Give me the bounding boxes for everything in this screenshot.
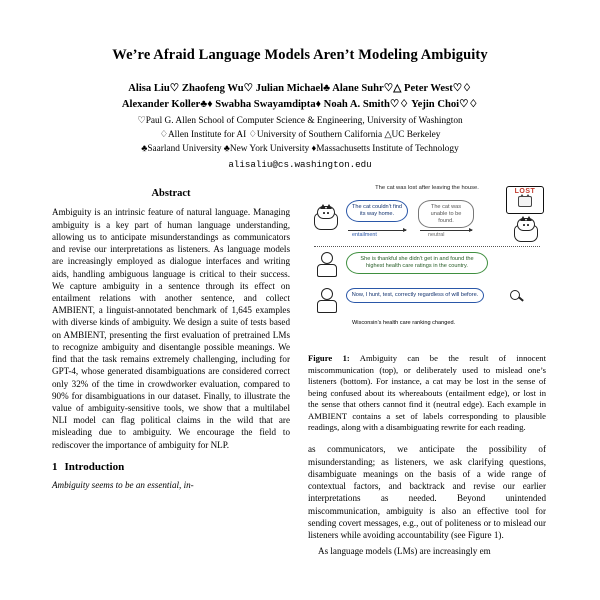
affiliation-1: ♡Paul G. Allen School of Computer Science & Engineering, University of Washington bbox=[137, 115, 463, 126]
intro-first-line: Ambiguity seems to be an essential, in- bbox=[52, 479, 194, 490]
intro-right-paragraph-1: as communicators, we anticipate the possibility of misunderstanding; as listeners, we ask clarifying questions, disambiguate meanings on the basis of a wide range of contextual factors, and backtrack and revise our earlier interpretations as needed. Beyond unintended miscommunication, ambiguity is also an effective tool for sending covert messages, e.g., out of politeness or to mislead our listeners while avoiding accountability (see Figure 1). bbox=[308, 444, 546, 540]
section-heading-introduction bbox=[52, 461, 290, 473]
figure-1 bbox=[308, 184, 546, 433]
edge-label-neutral: neutral bbox=[428, 232, 445, 239]
author-line-2: Alexander Koller♣♦ Swabha Swayamdipta♦ Noah A. Smith♡♢ Yejin Choi♡♢ bbox=[121, 99, 479, 111]
person-head bbox=[321, 252, 333, 264]
affiliation-3: ♣Saarland University ♣New York University ♦Massachusetts Institute of Technology bbox=[141, 143, 459, 154]
magnifier-handle bbox=[518, 297, 524, 302]
cat-head bbox=[517, 218, 535, 231]
figure-1-caption-text: Ambiguity can be the result of innocent miscommunication (top), or deliberately used to mislead one’s listeners (bottom). For instance, a cat may be lost in the sense of being confused about its whereabouts (entailment edge), or lost in the sense that others cannot find it (neutral edge). Each example in AMBIENT contains a set of labels corresponding to plausible readings, along with a disambiguating rewrite for each reading. bbox=[308, 353, 546, 432]
edge-arrow-neutral bbox=[420, 230, 472, 231]
claim-bubble-blue: Now, I hunt, test, correctly regardless of will before. bbox=[346, 288, 484, 303]
cat-icon-right bbox=[512, 218, 542, 244]
figure-1-image bbox=[308, 184, 546, 344]
reading-bubble-neutral: The cat was unable to be found. bbox=[418, 200, 474, 228]
person-body bbox=[317, 300, 337, 313]
cat-ear-right bbox=[326, 204, 332, 209]
left-column bbox=[52, 184, 290, 557]
figure-top-prompt: The cat was lost after leaving the house. bbox=[375, 185, 479, 192]
claim-bubble-green: She is thankful she didn’t get in and found the highest health care ratings in the country. bbox=[346, 252, 488, 273]
cat-ear-right bbox=[526, 216, 532, 221]
cat-eye-right bbox=[327, 212, 329, 214]
cat-icon-left bbox=[312, 206, 342, 232]
contact-email: alisaliu@cs.washington.edu bbox=[228, 159, 372, 171]
figure-1-caption bbox=[308, 353, 546, 433]
figure-bottom-note: Wisconsin’s health care ranking changed. bbox=[352, 320, 456, 327]
section-number: 1 bbox=[52, 460, 58, 473]
lost-poster-icon bbox=[506, 186, 544, 214]
reading-bubble-entailment: The cat couldn’t find its way home. bbox=[346, 200, 408, 221]
intro-right-paragraph-2: As language models (LMs) are increasingly em bbox=[318, 546, 491, 557]
affiliation-list bbox=[52, 115, 548, 157]
listener-person-icon bbox=[316, 288, 338, 314]
two-column-body bbox=[52, 184, 548, 557]
page-title: We’re Afraid Language Models Aren’t Modeling Ambiguity bbox=[112, 47, 488, 63]
affiliation-2: ♢Allen Institute for AI ♢University of Southern California △UC Berkeley bbox=[159, 129, 441, 140]
person-body bbox=[317, 264, 337, 277]
abstract-text: Ambiguity is an intrinsic feature of natural language. Managing ambiguity is a key part of human language understanding, allowing us to anticipate misunderstandings as communicators and revise our interpretations as listeners. As language models are increasingly employed as dialogue interfaces and writing aids, handling ambiguous language is critical to their success. We capture ambiguity in a sentence through its effect on entailment relations with another sentence, and collect AMBIENT, a linguist-annotated benchmark of 1,645 examples with diverse kinds of ambiguity. We design a suite of tests based on AMBIENT, presenting the first evaluation of pretrained LMs to recognize ambiguity and disentangle possible meanings. We find that the task remains extremely challenging, including for GPT-4, whose generated disambiguations are considered correct only 32% of the time in crowdworker evaluation, compared to 90% for disambiguations in our dataset. Finally, to illustrate the value of ambiguity-sensitive tools, we show that a multilabel NLI model can flag political claims in the wild that are misleading due to ambiguity. We encourage the field to rediscover the importance of ambiguity for NLP. bbox=[52, 207, 290, 450]
cat-eye-right bbox=[527, 224, 529, 226]
edge-label-entailment: entailment bbox=[352, 232, 377, 239]
right-column bbox=[308, 184, 546, 557]
author-line-1: Alisa Liu♡ Zhaofeng Wu♡ Julian Michael♣ Alane Suhr♡△ Peter West♡♢ bbox=[128, 82, 472, 94]
edge-arrow-entailment bbox=[348, 230, 406, 231]
abstract-heading: Abstract bbox=[151, 188, 191, 200]
figure-divider bbox=[314, 246, 540, 247]
magnifier-icon bbox=[510, 290, 524, 304]
cat-eye-left bbox=[523, 224, 525, 226]
speaker-person-icon bbox=[316, 252, 338, 278]
lost-poster-label: LOST bbox=[514, 188, 536, 196]
poster-cat-icon bbox=[518, 196, 532, 207]
person-head bbox=[321, 288, 333, 300]
section-title: Introduction bbox=[64, 460, 125, 473]
author-list bbox=[52, 81, 548, 114]
cat-eye-left bbox=[323, 212, 325, 214]
cat-head bbox=[317, 206, 335, 219]
figure-1-label: Figure 1: bbox=[308, 353, 350, 364]
